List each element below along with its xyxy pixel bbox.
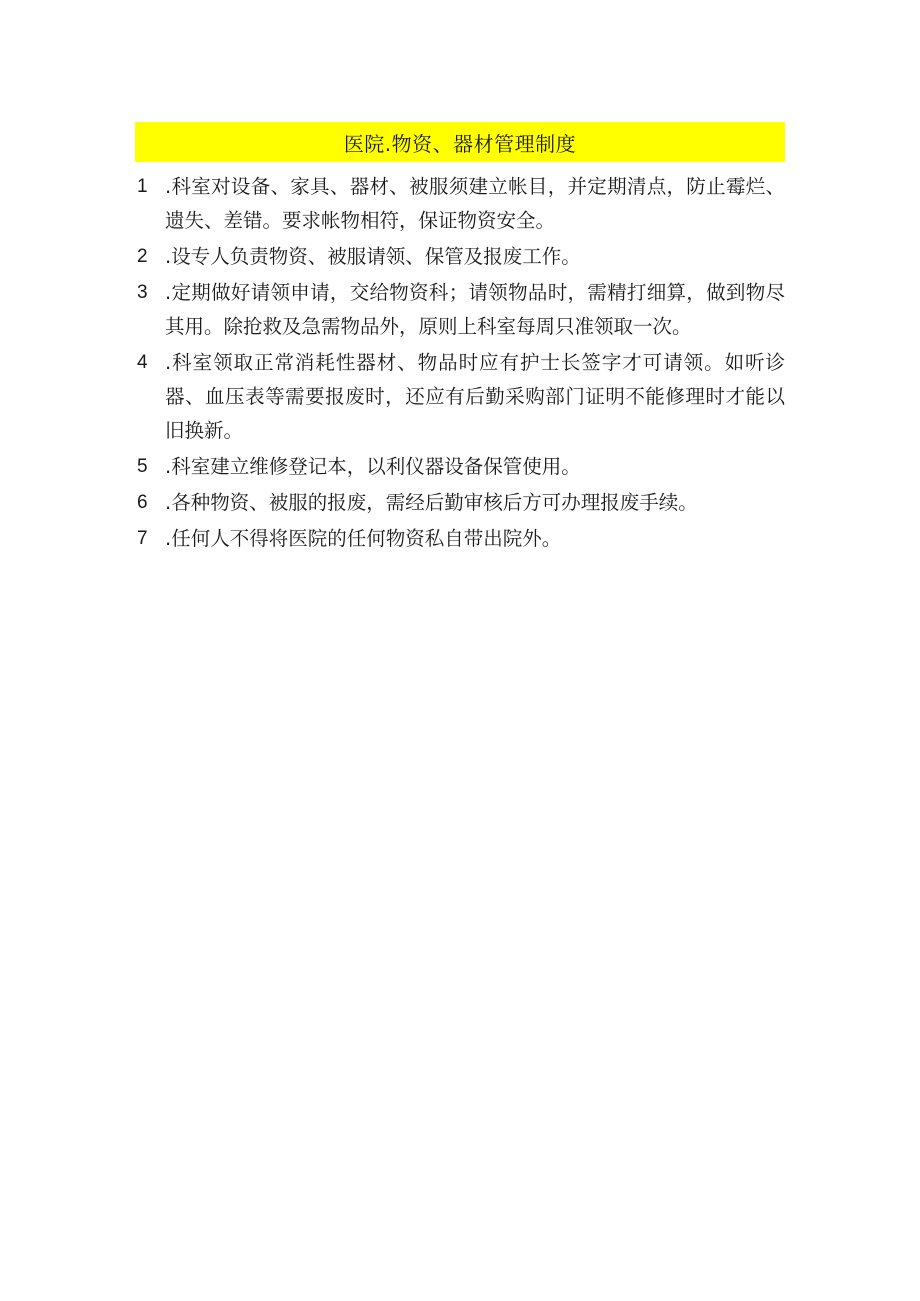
rule-item-1 xyxy=(135,170,785,238)
rules-list xyxy=(135,170,785,558)
rule-number: 6 xyxy=(137,492,148,513)
rule-number: 3 xyxy=(137,282,148,303)
rule-text: .设专人负责物资、被服请领、保管及报废工作。 xyxy=(165,245,581,268)
rule-text: .科室建立维修登记本，以利仪器设备保管使用。 xyxy=(165,455,581,478)
title-highlight-bar xyxy=(135,122,785,162)
rule-number: 2 xyxy=(137,246,148,267)
rule-item-7 xyxy=(135,522,785,556)
rule-number: 5 xyxy=(137,456,148,477)
rule-text: .科室领取正常消耗性器材、物品时应有护士长签字才可请领。如听诊器、血压表等需要报废时，还应有后勤采购部门证明不能修理时才能以旧换新。 xyxy=(165,351,785,442)
rule-text: .定期做好请领申请，交给物资科；请领物品时，需精打细算，做到物尽其用。除抢救及急需物品外，原则上科室每周只准领取一次。 xyxy=(165,281,785,338)
rule-text: .科室对设备、家具、器材、被服须建立帐目，并定期清点，防止霉烂、遗失、差错。要求帐物相符，保证物资安全。 xyxy=(165,175,785,232)
document-title: 医院.物资、器材管理制度 xyxy=(343,131,577,156)
rule-item-6 xyxy=(135,486,785,520)
rule-item-2 xyxy=(135,240,785,274)
rule-number: 1 xyxy=(137,176,148,197)
rule-number: 4 xyxy=(137,352,148,373)
rule-text: .任何人不得将医院的任何物资私自带出院外。 xyxy=(165,527,562,550)
rule-item-4 xyxy=(135,346,785,448)
rule-item-5 xyxy=(135,450,785,484)
rule-item-3 xyxy=(135,276,785,344)
rule-number: 7 xyxy=(137,528,148,549)
rule-text: .各种物资、被服的报废，需经后勤审核后方可办理报废手续。 xyxy=(165,491,698,514)
